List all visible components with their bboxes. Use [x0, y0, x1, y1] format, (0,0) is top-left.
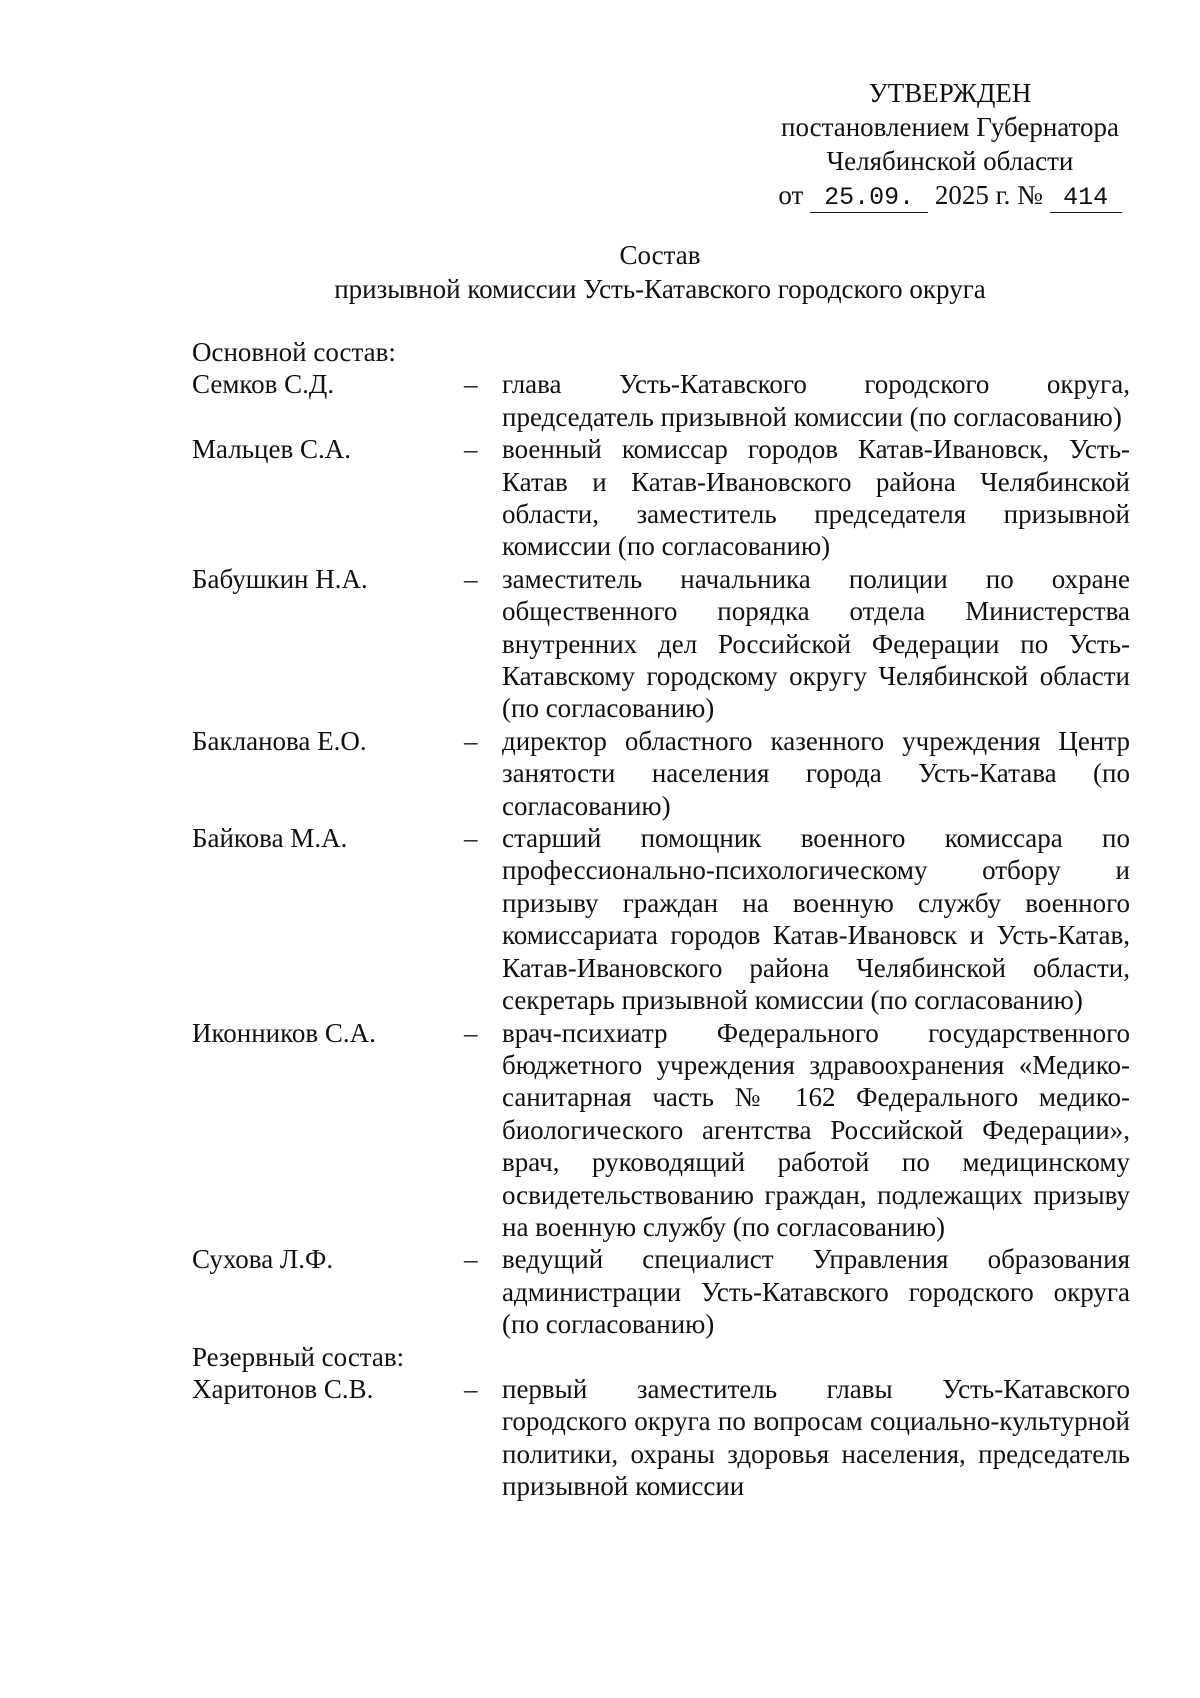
member-position: военный комиссар городов Катав-Ивановск, Усть-Катав и Катав-Ивановского района Челябинской области, заместитель председателя призывной комиссии (по согласованию): [502, 434, 1130, 562]
member-dash: –: [464, 369, 478, 400]
commission-roster: [192, 336, 1130, 1503]
member-row: [192, 1243, 1130, 1340]
member-dash: –: [464, 1244, 478, 1275]
document-subtitle: призывной комиссии Усть-Катавского городского округа: [334, 274, 986, 304]
member-position: глава Усть-Катавского городского округа, председатель призывной комиссии (по согласованию): [502, 369, 1130, 432]
member-row: [192, 822, 1130, 1016]
member-position: директор областного казенного учреждения Центр занятости населения города Усть-Катава (по согласованию): [502, 725, 1130, 821]
main-section-title: Основной состав:: [192, 337, 396, 367]
date-suffix: 2025 г. №: [934, 180, 1043, 210]
member-dash: –: [464, 434, 478, 465]
member-row: [192, 725, 1130, 822]
member-position: ведущий специалист Управления образования администрации Усть-Катавского городского округа (по согласованию): [502, 1244, 1130, 1340]
approval-date: 25.09.: [810, 184, 928, 213]
approval-line: Челябинской области: [826, 146, 1074, 176]
member-dash: –: [464, 1373, 478, 1404]
member-row: [192, 433, 1130, 563]
member-name: Иконников С.А.: [192, 1017, 376, 1048]
approval-stamp: [760, 76, 1140, 213]
member-name: Бакланова Е.О.: [192, 725, 367, 756]
member-position: старший помощник военного комиссара по профессионально-психологическому отбору и призыву граждан на военную службу военного комиссариата городов Катав-Ивановск и Усть-Катав, Катав-Ивановского района Челябинской области, секретарь призывной комиссии (по согласованию): [502, 823, 1130, 1016]
member-row: [192, 1017, 1130, 1244]
member-dash: –: [464, 823, 478, 854]
member-row: [192, 1373, 1130, 1503]
document-title: Состав: [619, 240, 701, 270]
member-position: первый заместитель главы Усть-Катавского городского округа по вопросам социально-культурной политики, охраны здоровья населения, председатель призывной комиссии: [502, 1373, 1130, 1502]
member-row: [192, 368, 1130, 433]
document-heading: [0, 238, 1200, 306]
date-prefix: от: [778, 180, 804, 210]
approval-title: УТВЕРЖДЕН: [868, 78, 1032, 108]
approval-number: 414: [1050, 184, 1122, 213]
member-row: [192, 563, 1130, 725]
approval-line: постановлением Губернатора: [781, 112, 1119, 142]
member-name: Харитонов С.В.: [192, 1373, 374, 1404]
member-position: заместитель начальника полиции по охране общественного порядка отдела Министерства внутренних дел Российской Федерации по Усть-Катавскому городскому округу Челябинской области (по согласованию): [502, 563, 1130, 724]
approval-date-line: [760, 178, 1140, 213]
member-position: врач-психиатр Федерального государственного бюджетного учреждения здравоохранения «Медико-санитарная часть № 162 Федерального медико-биологического агентства Российской Федерации», врач, руководящий работой по медицинскому освидетельствованию граждан, подлежащих призыву на военную службу (по согласованию): [502, 1017, 1130, 1242]
reserve-section-title: Резервный состав:: [192, 1341, 405, 1372]
member-dash: –: [464, 563, 478, 594]
member-name: Мальцев С.А.: [192, 434, 351, 465]
member-name: Байкова М.А.: [192, 823, 348, 854]
member-name: Семков С.Д.: [192, 369, 335, 400]
member-name: Сухова Л.Ф.: [192, 1244, 334, 1275]
member-dash: –: [464, 1017, 478, 1048]
member-dash: –: [464, 725, 478, 756]
member-name: Бабушкин Н.А.: [192, 563, 368, 594]
